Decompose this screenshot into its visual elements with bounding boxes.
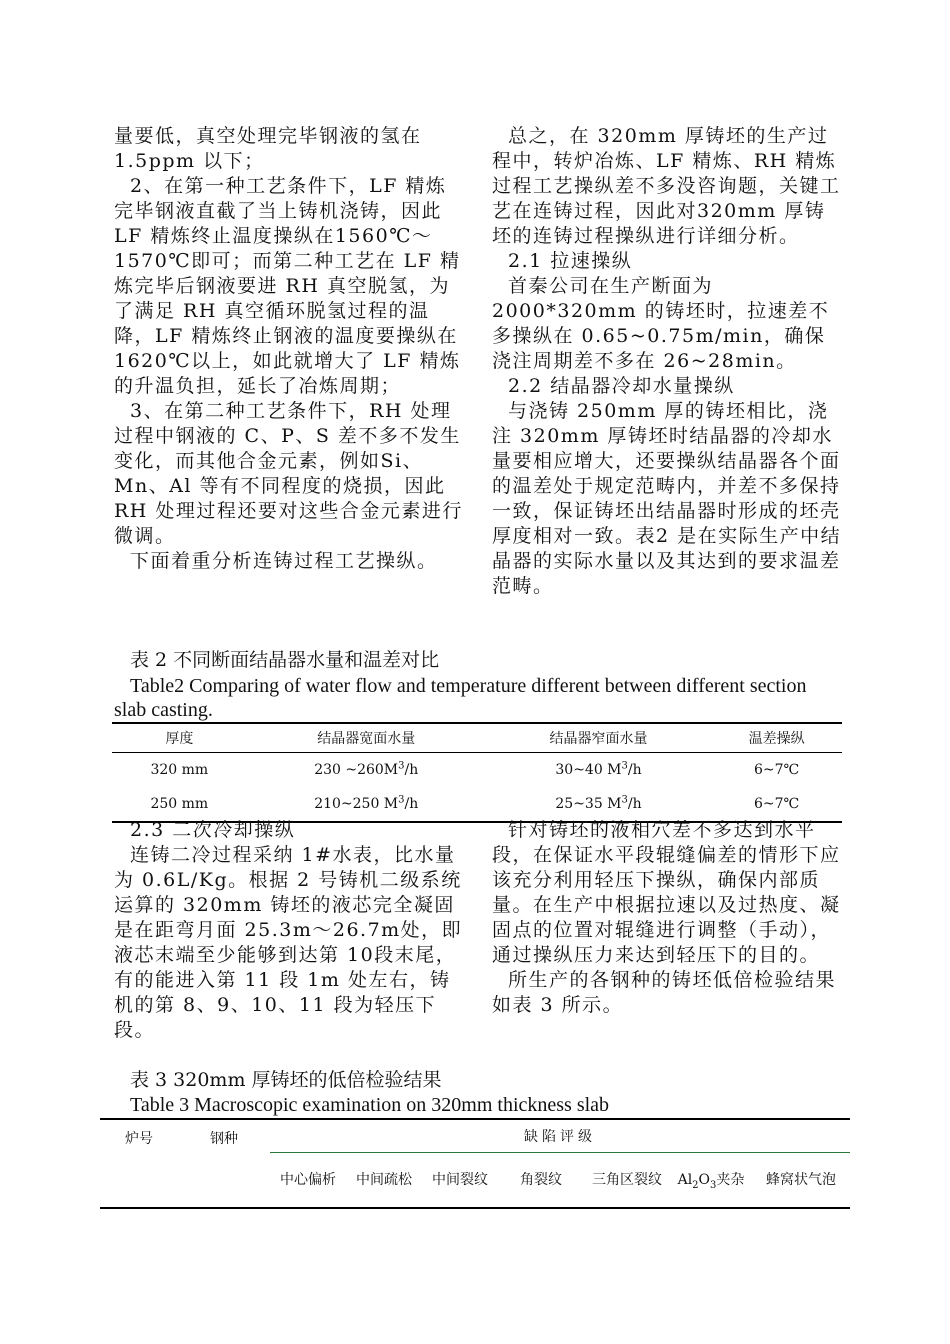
paragraph: 量要低，真空处理完毕钢液的氢在1.5ppm 以下；: [114, 125, 422, 172]
paragraph: 针对铸坯的液相穴差不多达到水平段，在保证水平段辊缝偏差的情形下应该充分利用轻压下操纵，确保内部质量。在生产中根据拉速以及过热度、凝固点的位置对辊缝进行调整（手动），通过操纵压力来达到轻压下的目的。: [492, 819, 841, 966]
table-cell: 25~35 $M^3/h$: [486, 787, 711, 822]
table-cell: 210~250 $M^3/h$: [247, 787, 486, 822]
table-header-row: [100, 1119, 850, 1153]
table-header: 厚度: [112, 723, 247, 753]
right-column-top: [492, 124, 842, 599]
table3: [100, 1118, 850, 1209]
section-heading: 2.2 结晶器冷却水量操纵: [508, 375, 735, 397]
section-heading: 2.3 二次冷却操纵: [130, 819, 296, 841]
paragraph: 所生产的各钢种的铸坯低倍检验结果如表 3 所示。: [492, 969, 837, 1016]
table-header: 蜂窝状气泡: [752, 1153, 850, 1209]
table-header: 中心偏析: [270, 1153, 346, 1209]
table-header: 温差操纵: [711, 723, 842, 753]
paragraph: 首秦公司在生产断面为2000*320mm 的铸坯时，拉速差不多操纵在 0.65~0.75m/min，确保浇注周期差不多在 26~28min。: [492, 275, 830, 372]
paragraph: 3、在第二种工艺条件下，RH 处理过程中钢液的 C、P、S 差不多不发生变化，而其他合金元素，例如Si、Mn、Al 等有不同程度的烧损，因此 RH 处理过程还要对这些合金元素进行微调。: [114, 400, 463, 547]
table-cell: 6~7℃: [754, 762, 800, 778]
left-column-bottom: [114, 818, 464, 1043]
table2: [112, 722, 842, 823]
table-header: 角裂纹: [498, 1153, 584, 1209]
paragraph: 2、在第一种工艺条件下，LF 精炼完毕钢液直截了当上铸机浇铸，因此 LF 精炼终止温度操纵在1560℃～1570℃即可；而第二种工艺在 LF 精炼完毕后钢液要进 RH 真空脱氢，为了满足 RH 真空循环脱氢过程的温降，LF 精炼终止钢液的温度要操纵在 1620℃以上，如此就增大了 LF 精炼的升温负担，延长了冶炼周期；: [114, 175, 461, 397]
table-cell: 320 mm: [150, 762, 209, 778]
paragraph: 总之，在 320mm 厚铸坯的生产过程中，转炉冶炼、LF 精炼、RH 精炼过程工艺操纵差不多没咨询题，关键工艺在连铸过程，因此对320mm 厚铸坯的连铸过程操纵进行详细分析。: [492, 125, 841, 247]
table3-caption-en: Table 3 Macroscopic examination on 320mm thickness slab: [130, 1094, 610, 1116]
table-cell: 230 $\sim 260M^3/h$: [314, 760, 419, 778]
table-row: [112, 787, 842, 822]
table-header-row: [112, 723, 842, 753]
table-header: 中间裂纹: [422, 1153, 498, 1209]
right-column-bottom: [492, 818, 842, 1018]
table-header: 结晶器宽面水量: [247, 723, 486, 753]
table-header: 中间疏松: [346, 1153, 422, 1209]
table-cell: 6~7℃: [711, 787, 842, 822]
paragraph: 连铸二冷过程采纳 1#水表，比水量为 0.6L/Kg。根据 2 号铸机二级系统运算的 320mm 铸坯的液芯完全凝固是在距弯月面 25.3m～26.7m处，即液芯末端至少能够到达第 10段末尾，有的能进入第 11 段 1m 处左右，铸机的第 8、9、10、11 段为轻压下段。: [114, 844, 463, 1041]
table-row: [112, 753, 842, 788]
table-cell: 30~40 $M^3/h$: [555, 760, 642, 778]
table2-caption-cn: 表 2 不同断面结晶器水量和温差对比: [130, 649, 440, 671]
table-header: 炉号: [100, 1119, 178, 1208]
table-header: 钢种: [178, 1119, 270, 1208]
table-header: 三角区裂纹: [584, 1153, 670, 1209]
table-header: 结晶器窄面水量: [486, 723, 711, 753]
table-cell: 250 mm: [112, 787, 247, 822]
table-group-header: 缺陷评级: [270, 1119, 850, 1153]
table-header: $Al_2O_3$夹杂: [670, 1153, 752, 1209]
paragraph: 与浇铸 250mm 厚的铸坯相比，浇注 320mm 厚铸坯时结晶器的冷却水量要相应增大，还要操纵结晶器各个面的温差处于规定范畴内，并差不多保持一致，保证铸坯出结晶器时形成的坯壳厚度相对一致。表2 是在实际生产中结晶器的实际水量以及其达到的要求温差范畴。: [492, 400, 842, 597]
paragraph: 下面着重分析连铸过程工艺操纵。: [130, 550, 438, 572]
table2-caption-en: Table2 Comparing of water flow and temperature different between different section slab casting.: [114, 675, 807, 721]
left-column-top: [114, 124, 464, 574]
table3-caption-cn: 表 3 320mm 厚铸坯的低倍检验结果: [130, 1069, 442, 1091]
section-heading: 2.1 拉速操纵: [508, 250, 633, 272]
